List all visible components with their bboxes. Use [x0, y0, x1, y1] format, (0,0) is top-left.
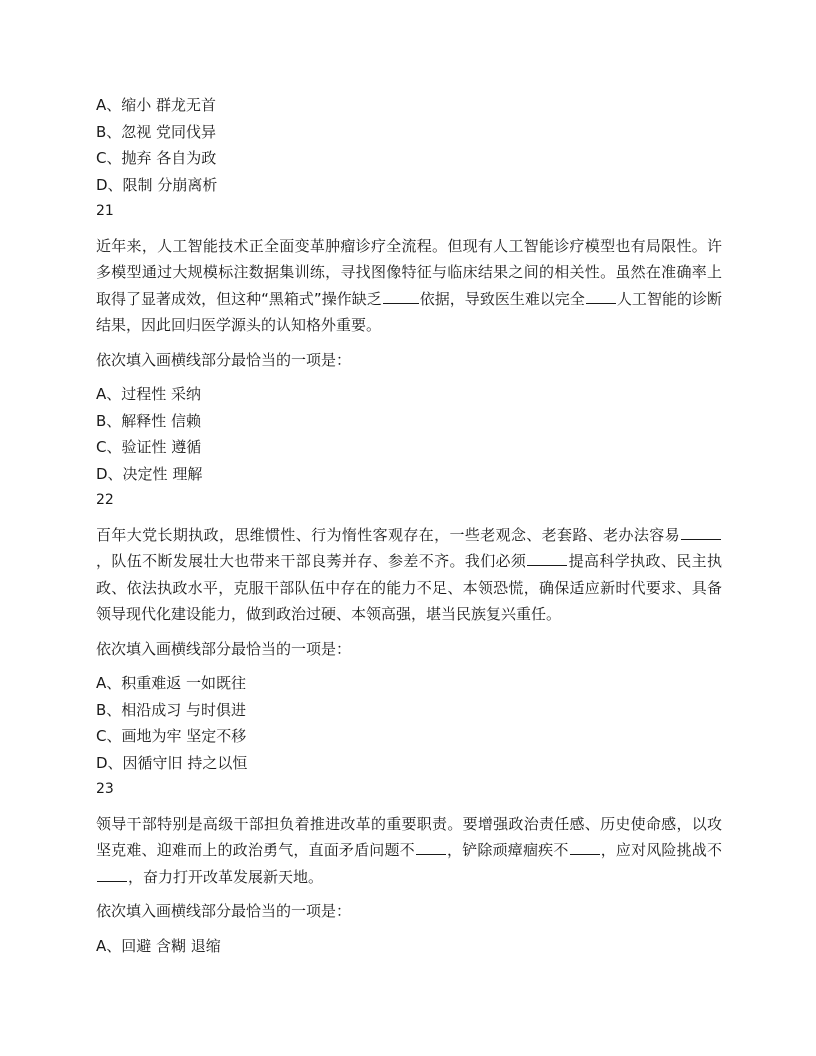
q20-options — [96, 92, 722, 198]
option-a: A、积重难返 一如既往 — [96, 674, 247, 692]
stem-text: 依据，导致医生难以完全 — [419, 289, 585, 308]
option-c: C、验证性 遵循 — [96, 438, 202, 456]
stem-text: ，队伍不断发展壮大也带来干部良莠并存、参差不齐。我们必须 — [96, 552, 527, 570]
stem-text: ，应对风险挑战不 — [600, 841, 722, 859]
document-page — [96, 92, 722, 959]
question-stem — [96, 522, 722, 628]
question-number: 22 — [96, 492, 114, 508]
question-number: 23 — [96, 781, 114, 797]
stem-text: ，铲除顽瘴痼疾不 — [446, 841, 569, 859]
answer-blank — [527, 550, 567, 566]
question-prompt: 依次填入画横线部分最恰当的一项是： — [96, 639, 352, 658]
answer-blank — [586, 288, 616, 304]
q20-option-d: D、限制 分崩离析 — [96, 175, 218, 194]
answer-blank — [383, 288, 419, 304]
stem-text: 领导干部特别是高级干部担负着推进改革的重要职责。要增强政治责任感、历史使命感，以攻坚克难、迎难而上的政治勇气，直面矛盾问题不 — [96, 814, 722, 859]
stem-text: 人工智能的诊断结果，因此回归医学源头的认知格外重要。 — [96, 289, 722, 334]
option-a: A、回避 含糊 退缩 — [96, 936, 221, 955]
option-d: D、因循守旧 持之以恒 — [96, 753, 248, 772]
question-stem — [96, 811, 722, 891]
q20-option-c: C、抛弃 各自为政 — [96, 149, 217, 167]
stem-text: 近年来，人工智能技术正全面变革肿瘤诊疗全流程。但现有人工智能诊疗模型也有局限性。许多模型通过大规模标注数据集训练，寻找图像特征与临床结果之间的相关性。虽然在准确率上取得了显著成效，但这种“黑箱式”操作缺乏 — [96, 236, 722, 308]
stem-text: 百年大党长期执政，思维惯性、行为惰性客观存在，一些老观念、老套路、老办法容易 — [96, 525, 680, 544]
question-prompt: 依次填入画横线部分最恰当的一项是： — [96, 350, 352, 369]
answer-blank — [416, 839, 446, 855]
q20-option-b: B、忽视 党同伐异 — [96, 122, 217, 141]
option-a: A、过程性 采纳 — [96, 385, 202, 403]
option-d: D、决定性 理解 — [96, 464, 203, 483]
question-stem — [96, 233, 722, 339]
question-22 — [96, 487, 722, 776]
question-number: 21 — [96, 203, 114, 219]
question-prompt: 依次填入画横线部分最恰当的一项是： — [96, 902, 352, 920]
option-b: B、相沿成习 与时俱进 — [96, 700, 247, 719]
answer-blank — [570, 839, 600, 855]
question-21 — [96, 198, 722, 487]
stem-text: 提高科学执政、民主执政、依法执政水平，克服干部队伍中存在的能力不足、本领恐慌，确保适应新时代要求、具备领导现代化建设能力，做到政治过硬、本领高强，堪当民族复兴重任。 — [96, 552, 722, 623]
option-b: B、解释性 信赖 — [96, 411, 202, 430]
answer-blank — [681, 524, 721, 540]
stem-text: ，奋力打开改革发展新天地。 — [128, 867, 324, 886]
option-c: C、画地为牢 坚定不移 — [96, 727, 247, 745]
q20-option-a: A、缩小 群龙无首 — [96, 96, 217, 114]
answer-blank — [97, 866, 127, 882]
question-23 — [96, 776, 722, 959]
